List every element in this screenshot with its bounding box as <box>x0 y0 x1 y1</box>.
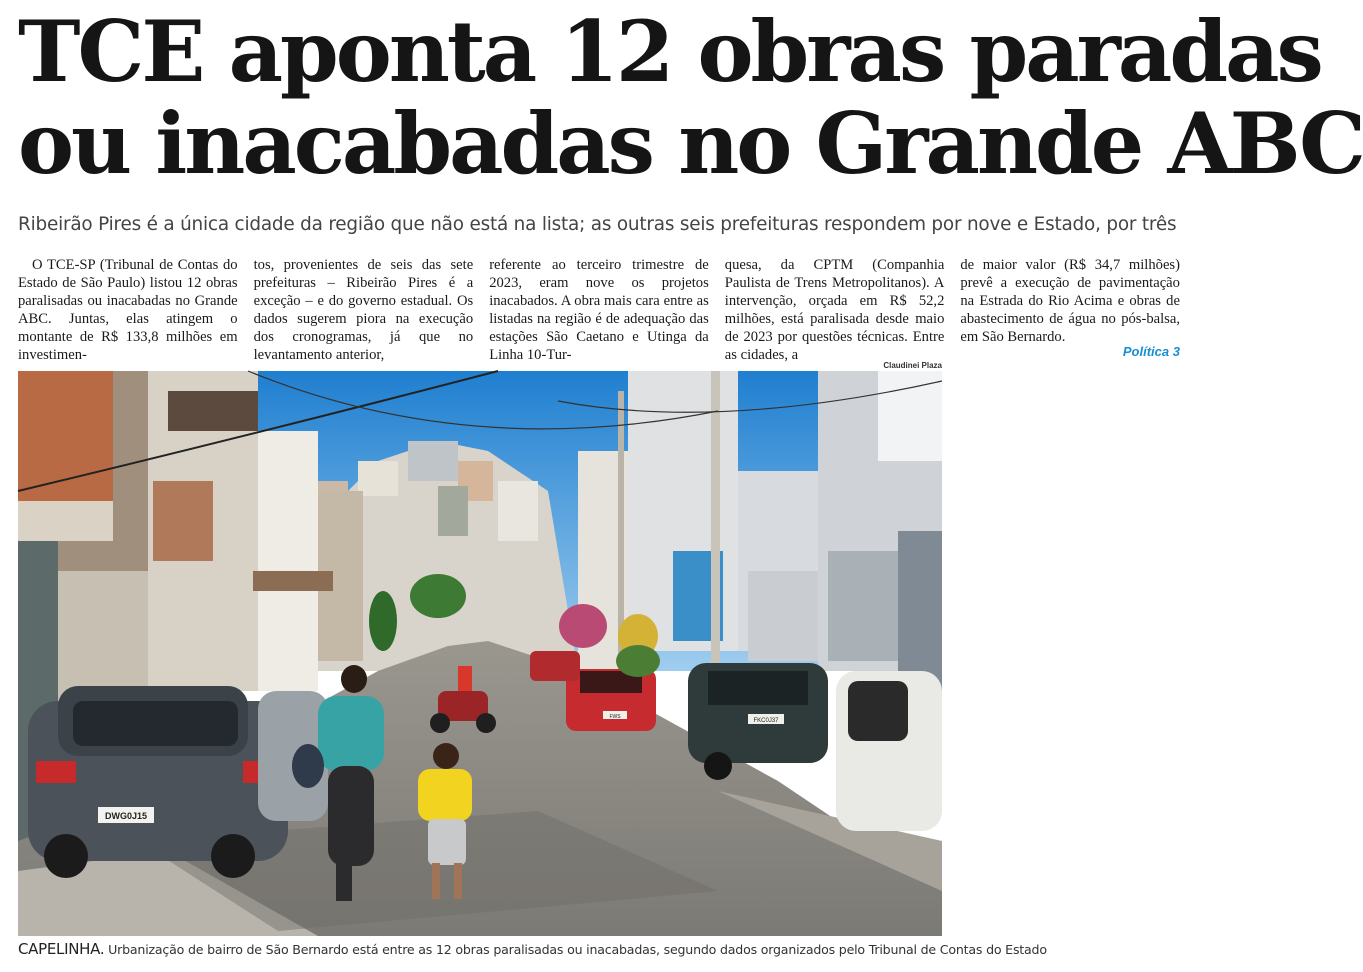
street-photo <box>18 371 942 936</box>
body-column-3: referente ao terceiro trimestre de 2023, eram nove os projetos inacabados. A obra mais cara entre as listadas na região é de adequação das estações São Caetano e Utinga da Linha 10-Tur- <box>489 257 709 363</box>
headline <box>18 2 1363 193</box>
body-column-2: tos, provenientes de seis das sete prefeituras – Ribeirão Pires é a exceção – e do governo estadual. Os dados sugerem piora na execução dos cronogramas, já que no levantamento anterior, <box>253 257 474 363</box>
photo-caption <box>18 940 1188 959</box>
body-column-5-text: de maior valor (R$ 34,7 milhões) prevê a execução de pavimentação na Estrada do Rio Acima e obras de abastecimento de água no pós-balsa, em São Bernardo. <box>960 257 1180 345</box>
page-jump-link[interactable]: Política 3 <box>1122 344 1180 359</box>
headline-line-2: ou inacabadas no Grande ABC <box>18 94 1363 193</box>
body-column-5 <box>960 256 1180 359</box>
caption-lead: CAPELINHA. <box>18 940 105 958</box>
plate-left: DWG0J15 <box>104 811 148 821</box>
subheadline: Ribeirão Pires é a única cidade da região que não está na lista; as outras seis prefeituras respondem por nove e Estado, por três <box>18 214 1177 235</box>
headline-line-1: TCE aponta 12 obras paradas <box>18 2 1321 101</box>
body-column-4: quesa, da CPTM (Companhia Paulista de Trens Metropolitanos). A intervenção, orçada em R$ 52,2 milhões, está paralisada desde maio de 2023 por questões técnicas. Entre as cidades, a <box>724 257 945 363</box>
caption-text: Urbanização de bairro de São Bernardo está entre as 12 obras paralisadas ou inacabadas, segundo dados organizados pelo Tribunal de Contas do Estado <box>104 942 1047 957</box>
body-column-1: O TCE-SP (Tribunal de Contas do Estado de São Paulo) listou 12 obras paralisadas ou inacabadas no Grande ABC. Juntas, elas atingem o montante de R$ 133,8 milhões em investimen- <box>18 257 238 363</box>
article-body <box>18 256 1180 363</box>
plate-right: FKC0J37 <box>753 718 779 724</box>
photo-credit: Claudinei Plaza <box>883 361 942 370</box>
plate-mid: FWS <box>609 714 621 720</box>
